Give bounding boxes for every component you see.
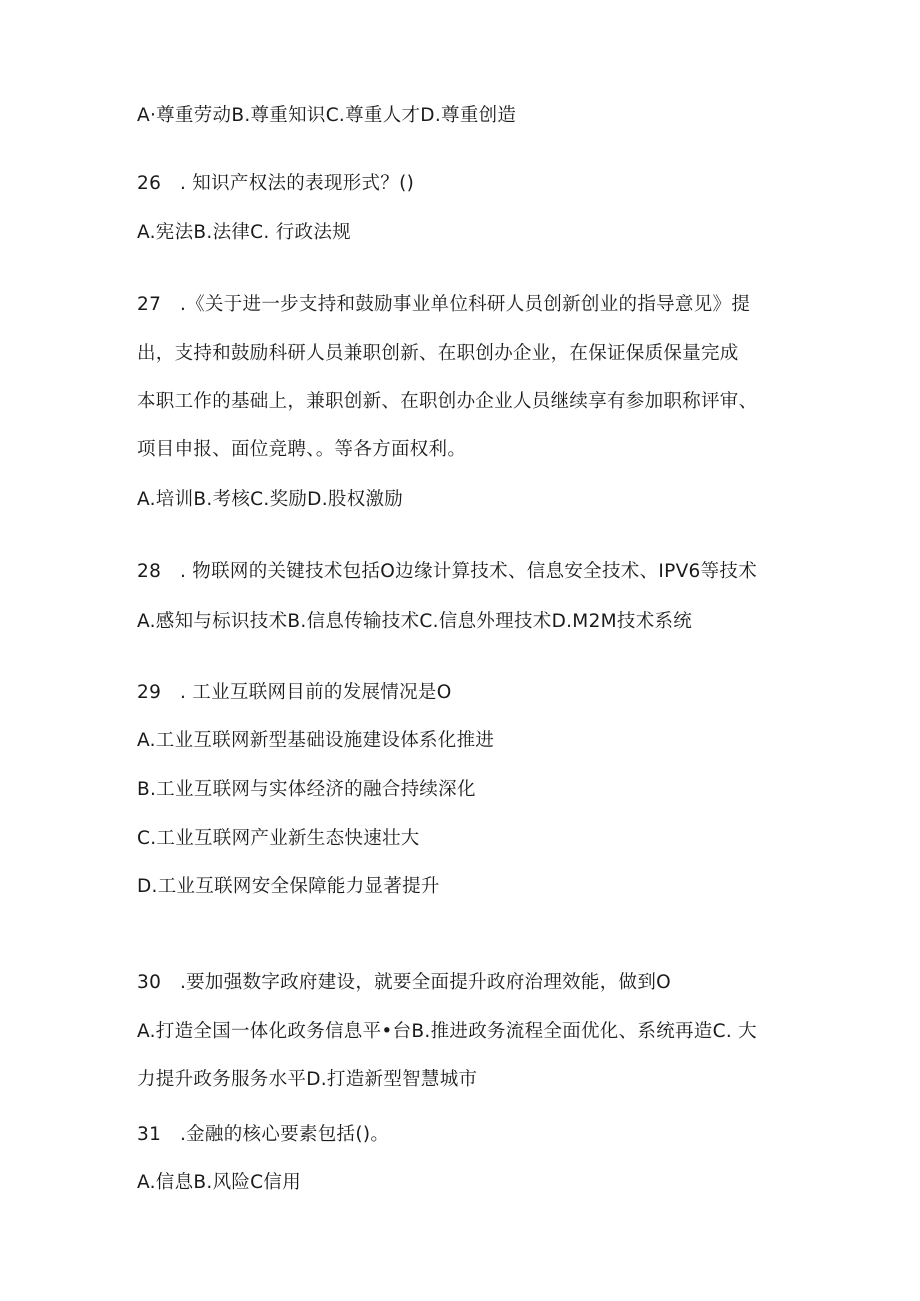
q27-question-line-2: 出，支持和鼓励科研人员兼职创新、在职创办企业，在保证保质保量完成: [137, 343, 739, 364]
q31-options: A.信息B.风险C信用: [137, 1172, 302, 1193]
q30-question: 30 .要加强数字政府建设，就要全面提升政府治理效能，做到O: [137, 972, 671, 993]
q29-option-d: D.工业互联网安全保障能力显著提升: [137, 876, 440, 897]
q29-option-c: C.工业互联网产业新生态快速壮大: [137, 828, 420, 849]
q30-options-line-2: 力提升政务服务水平D.打造新型智慧城市: [137, 1069, 478, 1090]
q27-question-line-1: 27 .《关于进一步支持和鼓励事业单位科研人员创新创业的指导意见》提: [137, 294, 751, 315]
q29-option-b: B.工业互联网与实体经济的融合持续深化: [137, 779, 476, 800]
q31-question: 31 .金融的核心要素包括()。: [137, 1124, 390, 1145]
q28-options: A.感知与标识技术B.信息传输技术C.信息外理技术D.M2M技术系统: [137, 611, 693, 632]
q30-options-line-1: A.打造全国一体化政务信息平•台B.推进政务流程全面优化、系统再造C. 大: [137, 1021, 757, 1042]
q26-options: A.宪法B.法律C. 行政法规: [137, 222, 351, 243]
q26-question: 26 . 知识产权法的表现形式？(): [137, 173, 415, 194]
q27-options: A.培训B.考核C.奖励D.股权激励: [137, 489, 404, 510]
q25-options: A·尊重劳动B.尊重知识C.尊重人才D.尊重创造: [137, 105, 517, 126]
q27-question-line-4: 项目申报、面位竞聘、。等各方面权利。: [137, 439, 467, 460]
q29-question: 29 . 工业互联网目前的发展情况是O: [137, 682, 452, 703]
q28-question: 28 . 物联网的关键技术包括O边缘计算技术、信息安全技术、IPV6等技术: [137, 561, 758, 582]
q27-question-line-3: 本职工作的基础上，兼职创新、在职创办企业人员继续享有参加职称评审、: [137, 391, 758, 412]
q29-option-a: A.工业互联网新型基础设施建设体系化推进: [137, 730, 495, 751]
